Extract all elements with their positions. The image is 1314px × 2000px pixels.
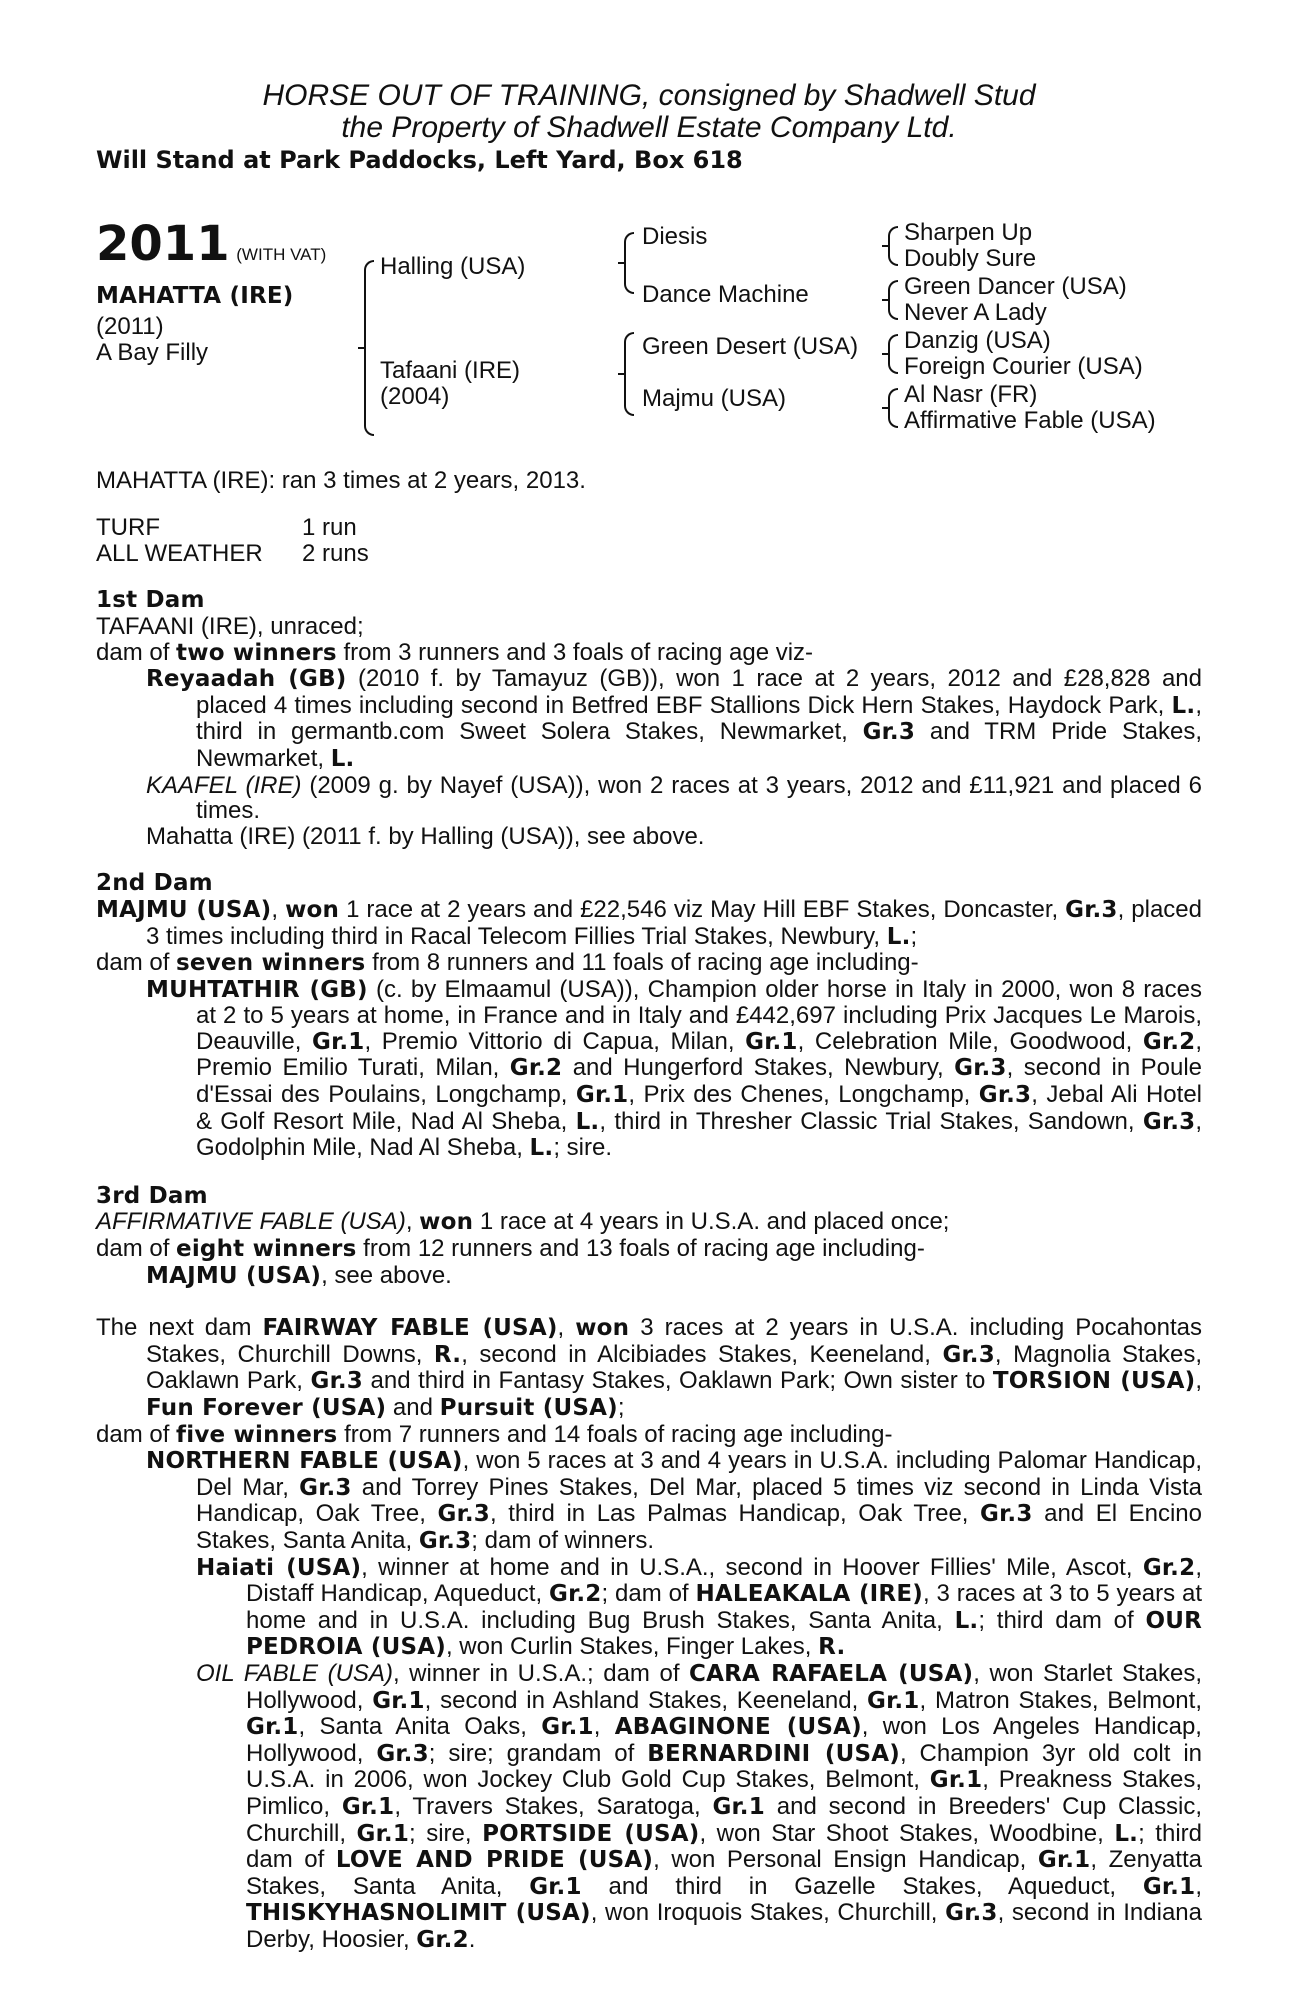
brace-dam — [624, 332, 634, 416]
dam-record: AFFIRMATIVE FABLE (USA), won 1 race at 4 years in U.S.A. and placed once; — [96, 1208, 950, 1236]
dam-record: MAJMU (USA), won 1 race at 2 years and £22,546 viz May Hill EBF Stakes, Doncaster, Gr.3, placed 3 times including third in Racal Telecom Fillies Trial Stakes, Newbury, L.; — [96, 895, 1202, 950]
dam-produce-summary: dam of seven winners from 8 runners and 11 foals of racing age including- — [96, 949, 919, 977]
sdd: Never A Lady — [904, 298, 1047, 326]
section-heading: 1st Dam — [96, 587, 205, 614]
ssd: Doubly Sure — [904, 244, 1037, 272]
sire-dam: Dance Machine — [642, 280, 809, 308]
dam-sire: Green Desert (USA) — [642, 332, 859, 360]
dam-produce-summary: dam of eight winners from 12 runners and 13 foals of racing age including- — [96, 1235, 925, 1263]
produce-entry: Reyaadah (GB) (2010 f. by Tamayuz (GB)), won 1 race at 2 years, 2012 and £28,828 and placed 4 times including second in Betfred EBF Stallions Dick Hern Stakes, Haydock Park, L., third in germantb.com Sweet Solera Stakes, Newmarket, Gr.3 and TRM Pride Stakes, Newmarket, L. — [146, 665, 1202, 772]
sire-sire: Diesis — [642, 222, 708, 250]
dam-produce-summary: dam of five winners from 7 runners and 14 foals of racing age including- — [96, 1420, 893, 1448]
brace-gen3-1 — [888, 226, 898, 266]
race-record-summary: MAHATTA (IRE): ran 3 times at 2 years, 2013. — [96, 466, 586, 494]
consignor-line: HORSE OUT OF TRAINING, consigned by Shadwell Stud — [262, 79, 1036, 112]
runs-cell: 1 run — [302, 514, 357, 542]
produce-entry: MAJMU (USA), see above. — [146, 1261, 452, 1289]
surface-cell: ALL WEATHER — [96, 539, 263, 567]
dam-intro: TAFAANI (IRE), unraced; — [96, 612, 364, 640]
dss: Danzig (USA) — [904, 326, 1051, 354]
sss: Sharpen Up — [904, 218, 1033, 246]
run-table — [96, 515, 369, 566]
lot-year: 2011 — [96, 215, 230, 272]
lot-foaled: (2011) — [96, 312, 164, 340]
dam: Tafaani (IRE) — [380, 356, 521, 384]
produce-entry: MUHTATHIR (GB) (c. by Elmaamul (USA)), Champion older horse in Italy in 2000, won 8 races at 2 to 5 years at home, in France and in Italy and £442,697 including Prix Jacques Le Marois, Deauville, Gr.1, Premio Vittorio di Capua, Milan, Gr.1, Celebration Mile, Goodwood, Gr.2, Premio Emilio Turati, Milan, Gr.2 and Hungerford Stakes, Newbury, Gr.3, second in Poule d'Essai des Poulains, Longchamp, Gr.1, Prix des Chenes, Longchamp, Gr.3, Jebal Ali Hotel & Golf Resort Mile, Nad Al Sheba, L., third in Thresher Classic Trial Stakes, Sandown, Gr.3, Godolphin Mile, Nad Al Sheba, L.; sire. — [146, 975, 1203, 1162]
next-dam-section — [96, 1315, 1202, 1953]
produce-entry: OIL FABLE (USA), winner in U.S.A.; dam of CARA RAFAELA (USA), won Starlet Stakes, Hollywood, Gr.1, second in Ashland Stakes, Keeneland, Gr.1, Matron Stakes, Belmont, Gr.1, Santa Anita Oaks, Gr.1, ABAGINONE (USA), won Los Angeles Handicap, Hollywood, Gr.3; sire; grandam of BERNARDINI (USA), Champion 3yr old colt in U.S.A. in 2006, won Jockey Club Gold Cup Stakes, Belmont, Gr.1, Preakness Stakes, Pimlico, Gr.1, Travers Stakes, Saratoga, Gr.1 and second in Breeders' Cup Classic, Churchill, Gr.1; sire, PORTSIDE (USA), won Star Shoot Stakes, Woodbine, L.; third dam of LOVE AND PRIDE (USA), won Personal Ensign Handicap, Gr.1, Zenyatta Stakes, Santa Anita, Gr.1 and third in Gazelle Stakes, Aqueduct, Gr.1, THISKYHASNOLIMIT (USA), won Iroquois Stakes, Churchill, Gr.3, second in Indiana Derby, Hoosier, Gr.2. — [196, 1659, 1203, 1953]
lot-description: A Bay Filly — [96, 338, 209, 366]
brace-gen3-3 — [888, 334, 898, 374]
dam-record: The next dam FAIRWAY FABLE (USA), won 3 races at 2 years in U.S.A. including Pocahontas Stakes, Churchill Downs, R., second in Alcibiades Stakes, Keeneland, Gr.3, Magnolia Stakes, Oaklawn Park, Gr.3 and third in Fantasy Stakes, Oaklawn Park; Own sister to TORSION (USA), Fun Forever (USA) and Pursuit (USA); — [96, 1314, 1203, 1421]
produce-entry: NORTHERN FABLE (USA), won 5 races at 3 and 4 years in U.S.A. including Palomar Handicap, Del Mar, Gr.3 and Torrey Pines Stakes, Del Mar, placed 5 times viz second in Linda Vista Handicap, Oak Tree, Gr.3, third in Las Palmas Handicap, Oak Tree, Gr.3 and El Encino Stakes, Santa Anita, Gr.3; dam of winners. — [146, 1447, 1203, 1554]
brace-sire — [624, 232, 634, 294]
sds: Green Dancer (USA) — [904, 272, 1127, 300]
lot-name: MAHATTA (IRE) — [96, 282, 294, 309]
property-line: the Property of Shadwell Estate Company Ltd. — [341, 111, 957, 144]
brace-gen1 — [364, 260, 374, 436]
produce-entry: KAAFEL (IRE) (2009 g. by Nayef (USA)), won 2 races at 3 years, 2012 and £11,921 and placed 6 times. — [146, 771, 1202, 825]
second-dam-section — [96, 871, 1202, 1162]
section-heading: 2nd Dam — [96, 870, 213, 897]
runs-cell: 2 runs — [302, 539, 369, 567]
pedigree-block — [96, 215, 1202, 450]
page-header — [96, 80, 1202, 144]
produce-entry: Haiati (USA), winner at home and in U.S.A., second in Hoover Fillies' Mile, Ascot, Gr.2, Distaff Handicap, Aqueduct, Gr.2; dam of HALEAKALA (IRE), 3 races at 3 to 5 years at home and in U.S.A. including Bug Brush Stakes, Santa Anita, L.; third dam of OUR PEDROIA (USA), won Curlin Stakes, Finger Lakes, R. — [196, 1553, 1203, 1661]
surface-cell: TURF — [96, 514, 160, 542]
third-dam-section — [96, 1184, 1202, 1289]
dsd: Foreign Courier (USA) — [904, 352, 1143, 380]
ddd: Affirmative Fable (USA) — [904, 406, 1156, 434]
produce-entry: Mahatta (IRE) (2011 f. by Halling (USA)), see above. — [146, 822, 705, 850]
catalogue-page — [96, 80, 1202, 1953]
dam-produce-summary: dam of two winners from 3 runners and 3 foals of racing age viz- — [96, 638, 814, 666]
vat-note: (WITH VAT) — [236, 244, 327, 264]
first-dam-section — [96, 588, 1202, 849]
run-row — [96, 515, 369, 541]
dds: Al Nasr (FR) — [904, 380, 1038, 408]
run-row — [96, 541, 369, 567]
section-heading: 3rd Dam — [96, 1182, 208, 1209]
brace-gen3-2 — [888, 280, 898, 320]
stable-location: Will Stand at Park Paddocks, Left Yard, Box 618 — [96, 146, 743, 174]
dam-dam: Majmu (USA) — [642, 384, 787, 412]
brace-gen3-4 — [888, 388, 898, 428]
dam-year: (2004) — [380, 382, 450, 410]
sire: Halling (USA) — [380, 252, 526, 280]
